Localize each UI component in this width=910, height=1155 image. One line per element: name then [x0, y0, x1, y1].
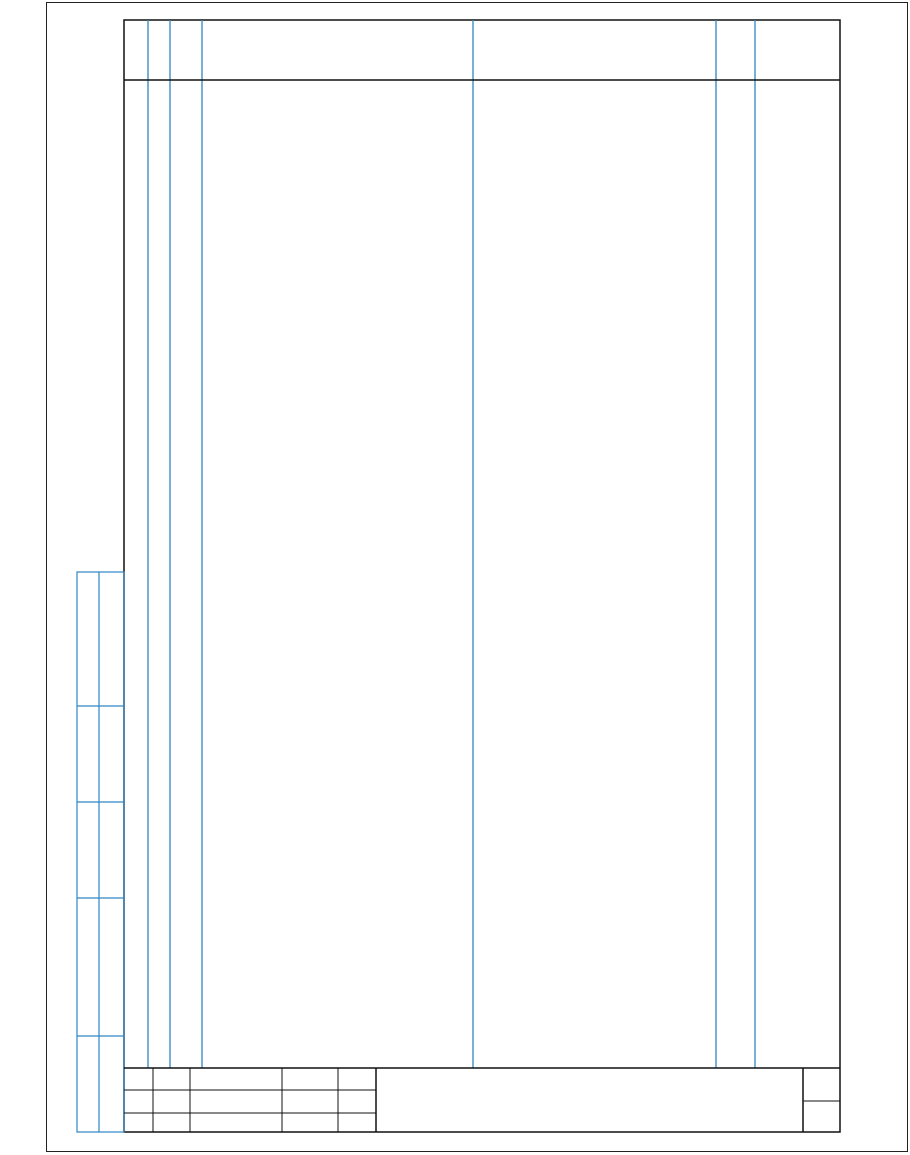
main-frame	[124, 20, 840, 1132]
column-lines	[148, 20, 755, 1068]
title-block	[124, 1068, 840, 1132]
side-stamp-frame	[77, 572, 124, 1132]
